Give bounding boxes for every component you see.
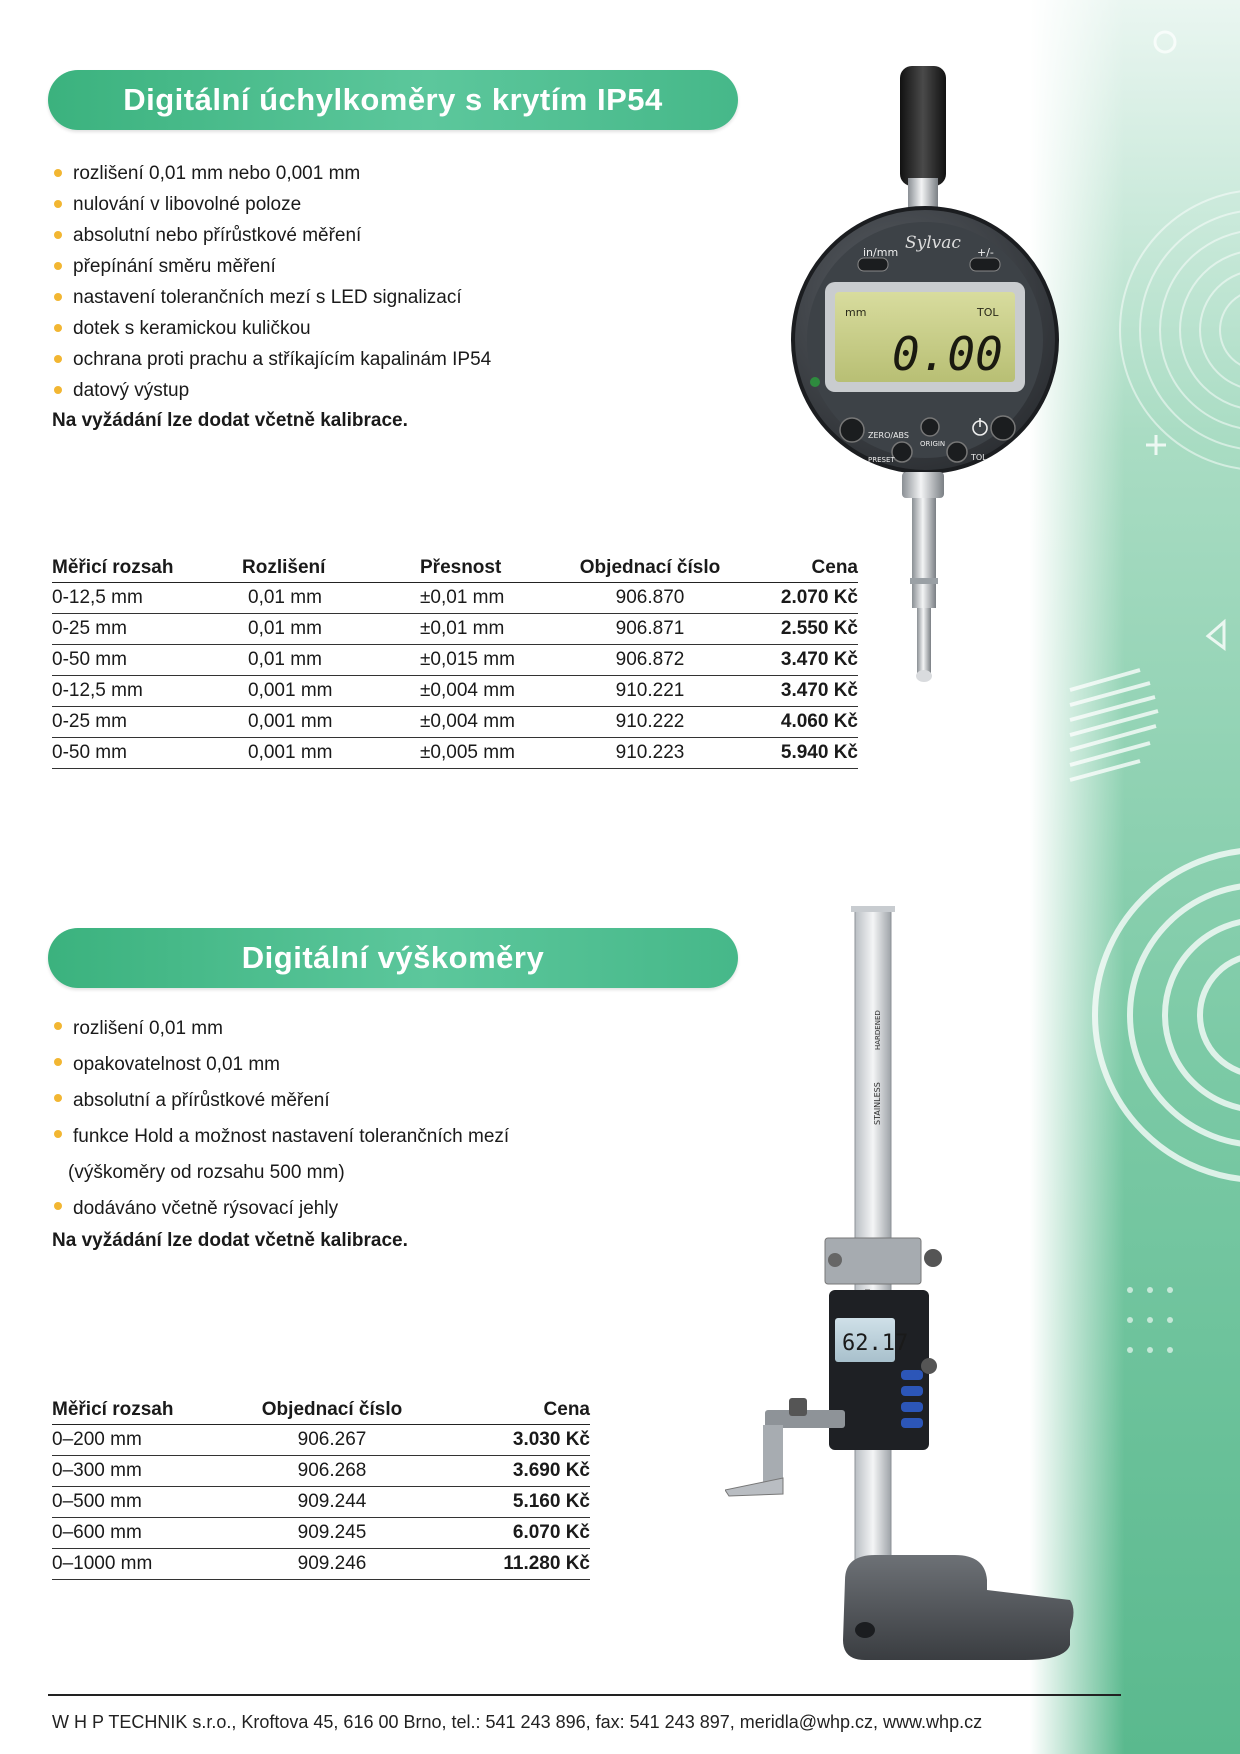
column-header: Měřicí rozsah <box>52 548 242 583</box>
zero-abs-label: ZERO/ABS <box>868 431 909 440</box>
price-cell: 5.160 Kč <box>442 1487 590 1518</box>
order-number-cell: 910.222 <box>572 707 728 738</box>
table-row <box>52 645 858 676</box>
column-header: Rozlišení <box>242 548 420 583</box>
range-cell: 0-50 mm <box>52 645 242 676</box>
price-cell: 2.070 Kč <box>728 583 858 614</box>
order-number-cell: 906.872 <box>572 645 728 676</box>
order-number-cell: 906.870 <box>572 583 728 614</box>
price-cell: 3.470 Kč <box>728 645 858 676</box>
height-gauge-image <box>725 900 1090 1670</box>
resolution-cell: 0,001 mm <box>242 676 420 707</box>
footer-contact: W H P TECHNIK s.r.o., Kroftova 45, 616 00 Brno, tel.: 541 243 896, fax: 541 243 897, meridla@whp.cz, www.whp.cz <box>52 1712 983 1732</box>
display-tol: TOL <box>977 306 999 319</box>
table-row <box>52 1456 590 1487</box>
order-number-cell: 906.871 <box>572 614 728 645</box>
range-cell: 0-25 mm <box>52 614 242 645</box>
order-number-cell: 906.267 <box>222 1425 442 1456</box>
tol-button-label: TOL <box>971 453 987 462</box>
section1-calibration-note: Na vyžádání lze dodat včetně kalibrace. <box>52 410 408 431</box>
order-number-cell: 909.246 <box>222 1549 442 1580</box>
list-item-continuation: (výškoměry od rozsahu 500 mm) <box>68 1162 345 1183</box>
price-cell: 3.030 Kč <box>442 1425 590 1456</box>
column-header: Přesnost <box>420 548 572 583</box>
height-display-value: 62.17 <box>842 1331 909 1356</box>
display-unit: mm <box>845 306 867 319</box>
range-cell: 0–500 mm <box>52 1487 222 1518</box>
price-cell: 11.280 Kč <box>442 1549 590 1580</box>
table-header-row <box>52 1390 590 1425</box>
table-row <box>52 707 858 738</box>
price-cell: 5.940 Kč <box>728 738 858 769</box>
price-cell: 2.550 Kč <box>728 614 858 645</box>
price-cell: 6.070 Kč <box>442 1518 590 1549</box>
range-cell: 0–1000 mm <box>52 1549 222 1580</box>
resolution-cell: 0,01 mm <box>242 645 420 676</box>
table-row <box>52 676 858 707</box>
plusminus-button-label: +/- <box>977 246 994 259</box>
section2-title: Digitální výškoměry <box>48 928 738 988</box>
display-value: 0.00 <box>892 327 1003 381</box>
range-cell: 0-50 mm <box>52 738 242 769</box>
list-item: absolutní nebo přírůstkové měření <box>52 220 491 251</box>
origin-label: ORIGIN <box>920 440 946 448</box>
column-stainless-text: STAINLESS <box>873 1082 882 1125</box>
list-item: nulování v libovolné poloze <box>52 189 491 220</box>
section1-title: Digitální úchylkoměry s krytím IP54 <box>48 70 738 130</box>
accuracy-cell: ±0,004 mm <box>420 676 572 707</box>
price-cell: 3.470 Kč <box>728 676 858 707</box>
order-number-cell: 906.268 <box>222 1456 442 1487</box>
section1-price-table <box>52 548 858 769</box>
preset-label: PRESET <box>868 456 895 464</box>
list-item: ochrana proti prachu a stříkajícím kapalinám IP54 <box>52 344 491 375</box>
price-cell: 4.060 Kč <box>728 707 858 738</box>
section1-feature-list <box>52 158 491 406</box>
list-item: datový výstup <box>52 375 491 406</box>
list-item: rozlišení 0,01 mm nebo 0,001 mm <box>52 158 491 189</box>
column-header: Objednací číslo <box>572 548 728 583</box>
accuracy-cell: ±0,005 mm <box>420 738 572 769</box>
accuracy-cell: ±0,01 mm <box>420 614 572 645</box>
column-header: Cena <box>442 1390 590 1425</box>
accuracy-cell: ±0,01 mm <box>420 583 572 614</box>
list-item: rozlišení 0,01 mm <box>52 1011 509 1047</box>
range-cell: 0-12,5 mm <box>52 583 242 614</box>
accuracy-cell: ±0,015 mm <box>420 645 572 676</box>
order-number-cell: 910.221 <box>572 676 728 707</box>
list-item: dotek s keramickou kuličkou <box>52 313 491 344</box>
order-number-cell: 910.223 <box>572 738 728 769</box>
table-row <box>52 1549 590 1580</box>
order-number-cell: 909.244 <box>222 1487 442 1518</box>
column-header: Cena <box>728 548 858 583</box>
range-cell: 0–300 mm <box>52 1456 222 1487</box>
table-row <box>52 738 858 769</box>
footer-divider <box>48 1694 1121 1696</box>
resolution-cell: 0,001 mm <box>242 707 420 738</box>
brand-logo: Sylvac <box>905 233 961 253</box>
list-item: funkce Hold a možnost nastavení tolerančních mezí <box>52 1119 509 1155</box>
resolution-cell: 0,01 mm <box>242 614 420 645</box>
section2-price-table <box>52 1390 590 1580</box>
section2-feature-list <box>52 1011 509 1227</box>
list-item: dodáváno včetně rýsovací jehly <box>52 1191 509 1227</box>
price-cell: 3.690 Kč <box>442 1456 590 1487</box>
section2-calibration-note: Na vyžádání lze dodat včetně kalibrace. <box>52 1230 408 1251</box>
table-row <box>52 1518 590 1549</box>
range-cell: 0-12,5 mm <box>52 676 242 707</box>
list-item: přepínání směru měření <box>52 251 491 282</box>
range-cell: 0–600 mm <box>52 1518 222 1549</box>
inmm-button-label: in/mm <box>863 246 899 259</box>
column-hardened-text: HARDENED <box>874 1010 882 1050</box>
table-row <box>52 583 858 614</box>
table-row <box>52 1487 590 1518</box>
list-item: nastavení tolerančních mezí s LED signalizací <box>52 282 491 313</box>
resolution-cell: 0,001 mm <box>242 738 420 769</box>
digital-indicator-image <box>780 60 1090 700</box>
list-item: opakovatelnost 0,01 mm <box>52 1047 509 1083</box>
resolution-cell: 0,01 mm <box>242 583 420 614</box>
accuracy-cell: ±0,004 mm <box>420 707 572 738</box>
table-header-row <box>52 548 858 583</box>
range-cell: 0–200 mm <box>52 1425 222 1456</box>
order-number-cell: 909.245 <box>222 1518 442 1549</box>
table-row <box>52 1425 590 1456</box>
range-cell: 0-25 mm <box>52 707 242 738</box>
list-item: absolutní a přírůstkové měření <box>52 1083 509 1119</box>
column-header: Měřicí rozsah <box>52 1390 222 1425</box>
column-header: Objednací číslo <box>222 1390 442 1425</box>
table-row <box>52 614 858 645</box>
